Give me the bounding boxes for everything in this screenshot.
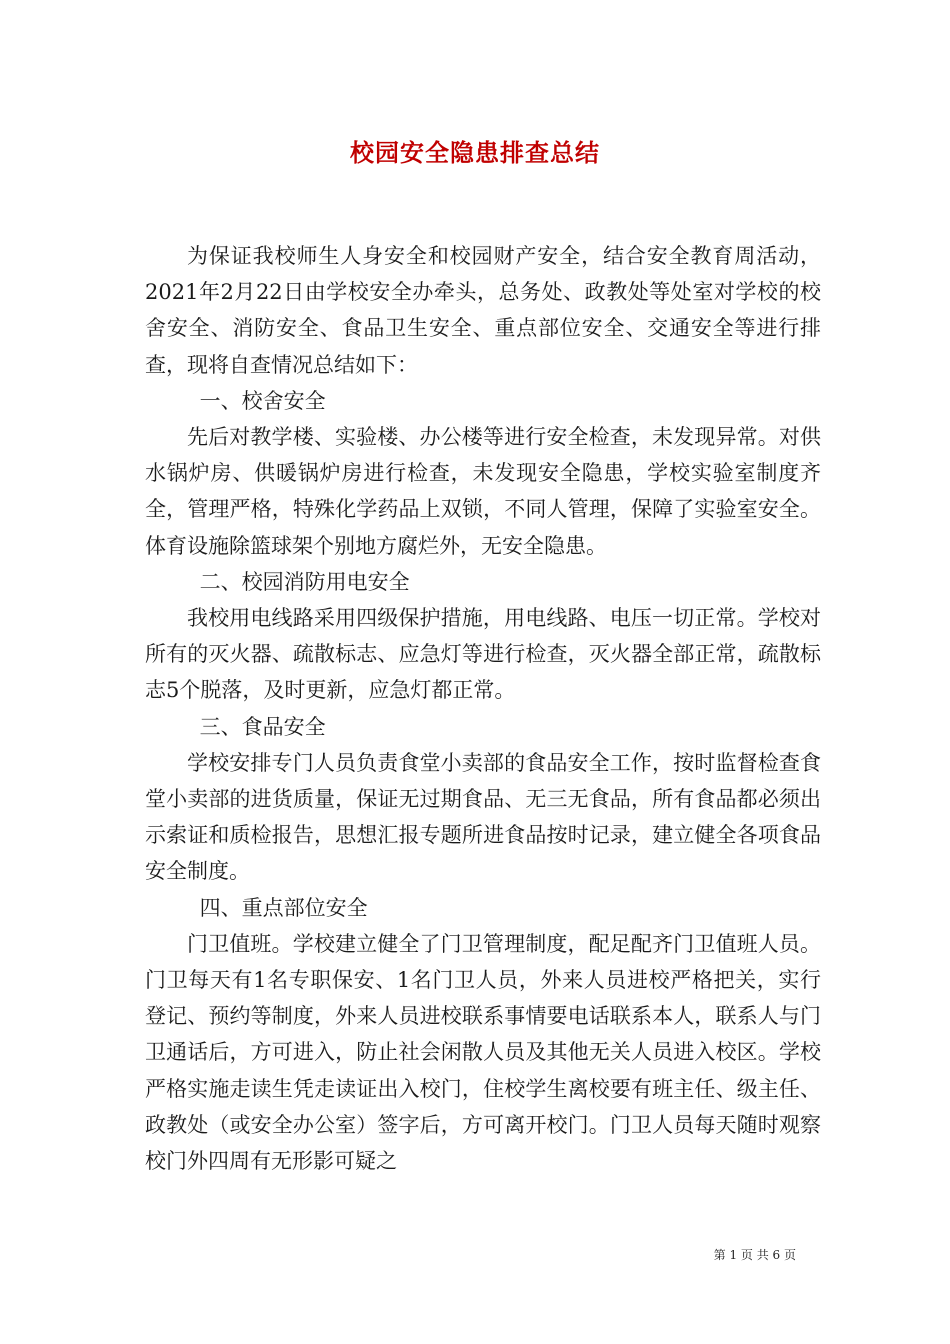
section-heading-3: 三、食品安全 bbox=[199, 714, 326, 739]
paragraph-intro: 为保证我校师生人身安全和校园财产安全，结合安全教育周活动，2021年2月22日由学校安全办牵头，总务处、政教处等处室对学校的校舍安全、消防安全、食品卫生安全、重点部位安全、交通安全等进行排查，现将自查情况总结如下： bbox=[145, 244, 821, 377]
paragraph-section-4: 门卫值班。学校建立健全了门卫管理制度，配足配齐门卫值班人员。门卫每天有1名专职保安、1名门卫人员，外来人员进校严格把关，实行登记、预约等制度，外来人员进校联系事情要电话联系本人，联系人与门卫通话后，方可进入，防止社会闲散人员及其他无关人员进入校区。学校严格实施走读生凭走读证出入校门，住校学生离校要有班主任、级主任、政教处（或安全办公室）签字后，方可离开校门。门卫人员每天随时观察校门外四周有无形影可疑之 bbox=[145, 931, 821, 1174]
section-heading-1: 一、校舍安全 bbox=[199, 388, 326, 413]
paragraph-section-2: 我校用电线路采用四级保护措施，用电线路、电压一切正常。学校对所有的灭火器、疏散标志、应急灯等进行检查，灭火器全部正常，疏散标志5个脱落，及时更新，应急灯都正常。 bbox=[145, 606, 821, 703]
paragraph-section-1: 先后对教学楼、实验楼、办公楼等进行安全检查，未发现异常。对供水锅炉房、供暖锅炉房进行检查，未发现安全隐患，学校实验室制度齐全，管理严格，特殊化学药品上双锁，不同人管理，保障了实验室安全。体育设施除篮球架个别地方腐烂外，无安全隐患。 bbox=[145, 425, 821, 558]
document-body bbox=[145, 238, 821, 1179]
section-heading-2: 二、校园消防用电安全 bbox=[199, 569, 410, 594]
document-title: 校园安全隐患排查总结 bbox=[350, 138, 600, 167]
page-number-footer: 第 1 页 共 6 页 bbox=[713, 1248, 796, 1262]
section-heading-4: 四、重点部位安全 bbox=[199, 895, 368, 920]
paragraph-section-3: 学校安排专门人员负责食堂小卖部的食品安全工作，按时监督检查食堂小卖部的进货质量，保证无过期食品、无三无食品，所有食品都必须出示索证和质检报告，思想汇报专题所进食品按时记录，建立健全各项食品安全制度。 bbox=[145, 750, 821, 884]
